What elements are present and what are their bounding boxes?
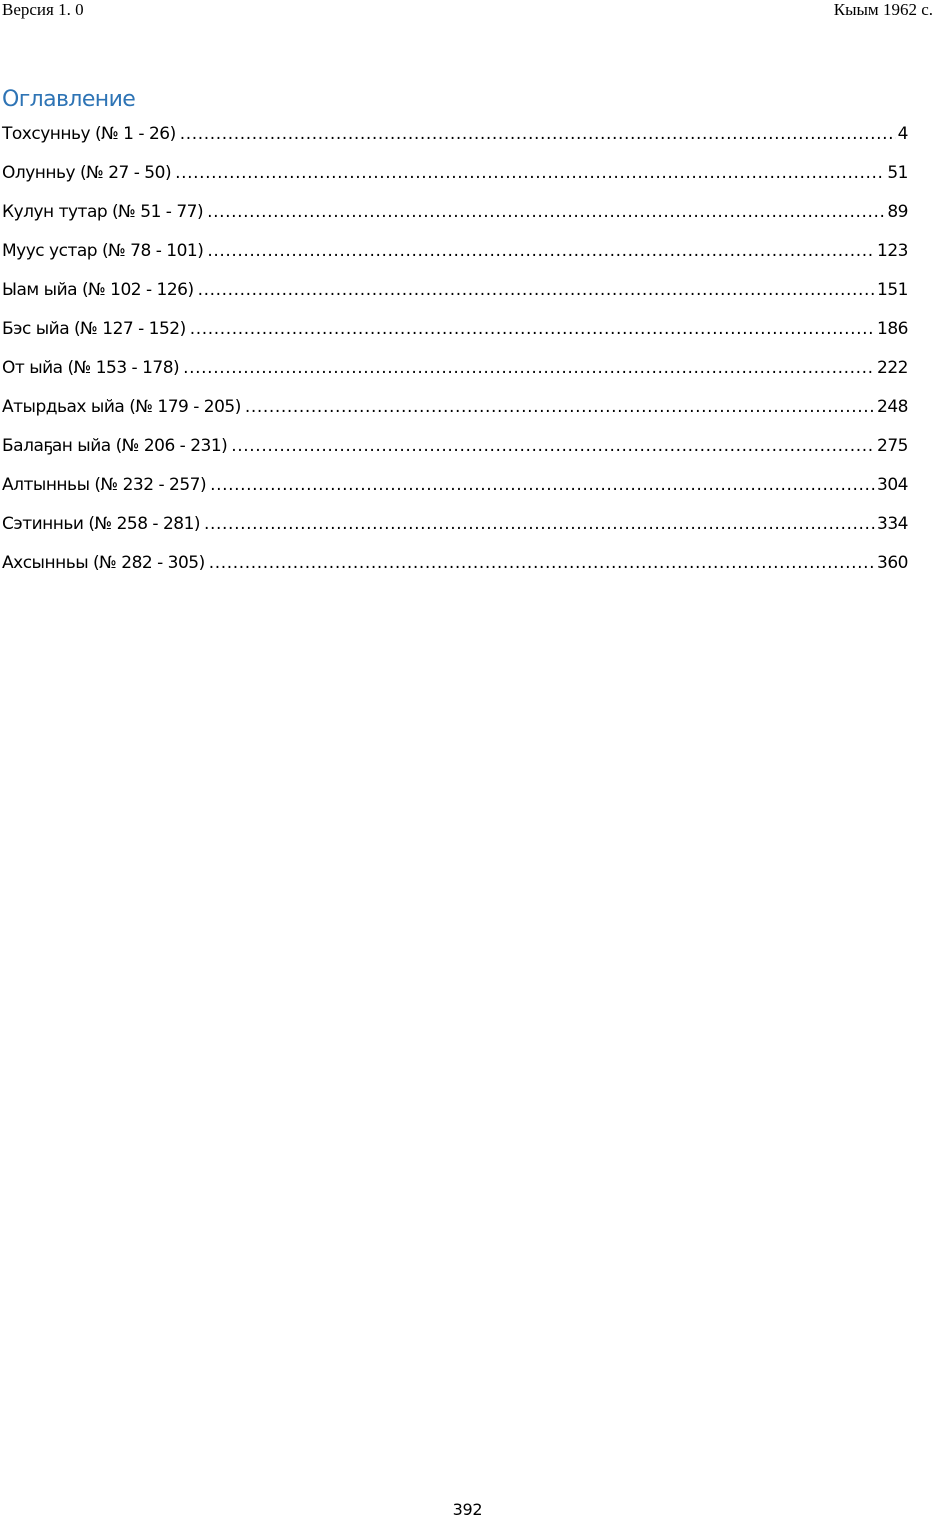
toc-entry[interactable] [2,549,908,588]
header-issue-label: Кыым 1962 с. [833,0,933,19]
toc-entry-page: 248 [877,397,908,417]
toc-entry-page: 275 [877,436,908,456]
toc-entry[interactable] [2,159,908,198]
toc-entry[interactable] [2,510,908,549]
toc-entry[interactable] [2,354,908,393]
toc-entry[interactable] [2,120,908,159]
toc-entry-title: Сэтинньи (№ 258 - 281) [2,514,201,534]
toc-entry-title: Балаҕан ыйа (№ 206 - 231) [2,436,228,456]
toc-entry-page: 4 [897,124,908,144]
toc-entry[interactable] [2,315,908,354]
toc-dot-leader [207,198,885,226]
toc-title: Оглавление [2,87,136,112]
toc-entry[interactable] [2,393,908,432]
toc-dot-leader [183,354,875,382]
toc-entry-page: 334 [877,514,908,534]
toc-dot-leader [207,237,875,265]
toc-dot-leader [198,276,875,304]
toc-entry-title: Бэс ыйа (№ 127 - 152) [2,319,186,339]
toc-dot-leader [190,315,875,343]
toc-entry[interactable] [2,432,908,471]
toc-entry[interactable] [2,237,908,276]
toc-dot-leader [209,549,875,577]
toc-entry-page: 186 [877,319,908,339]
toc-entry-title: Ыам ыйа (№ 102 - 126) [2,280,194,300]
toc-dot-leader [210,471,875,499]
toc-entry-page: 51 [887,163,908,183]
toc-entry-page: 222 [877,358,908,378]
toc-entry-title: От ыйа (№ 153 - 178) [2,358,180,378]
toc-entry-title: Атырдьах ыйа (№ 179 - 205) [2,397,241,417]
toc-entry[interactable] [2,198,908,237]
toc-dot-leader [245,393,875,421]
toc-dot-leader [231,432,875,460]
table-of-contents [2,120,908,588]
toc-entry-title: Ахсынньы (№ 282 - 305) [2,553,205,573]
toc-entry-title: Муус устар (№ 78 - 101) [2,241,204,261]
toc-dot-leader [180,120,896,148]
toc-entry-page: 89 [887,202,908,222]
toc-entry[interactable] [2,471,908,510]
toc-entry-title: Алтынньы (№ 232 - 257) [2,475,207,495]
toc-entry[interactable] [2,276,908,315]
toc-entry-page: 123 [877,241,908,261]
header-version: Версия 1. 0 [2,0,84,19]
toc-dot-leader [204,510,875,538]
toc-entry-title: Олунньу (№ 27 - 50) [2,163,172,183]
toc-dot-leader [175,159,885,187]
toc-entry-page: 304 [877,475,908,495]
toc-entry-title: Тохсунньу (№ 1 - 26) [2,124,176,144]
toc-entry-title: Кулун тутар (№ 51 - 77) [2,202,204,222]
toc-entry-page: 360 [877,553,908,573]
toc-entry-page: 151 [877,280,908,300]
page-number: 392 [452,1500,483,1519]
